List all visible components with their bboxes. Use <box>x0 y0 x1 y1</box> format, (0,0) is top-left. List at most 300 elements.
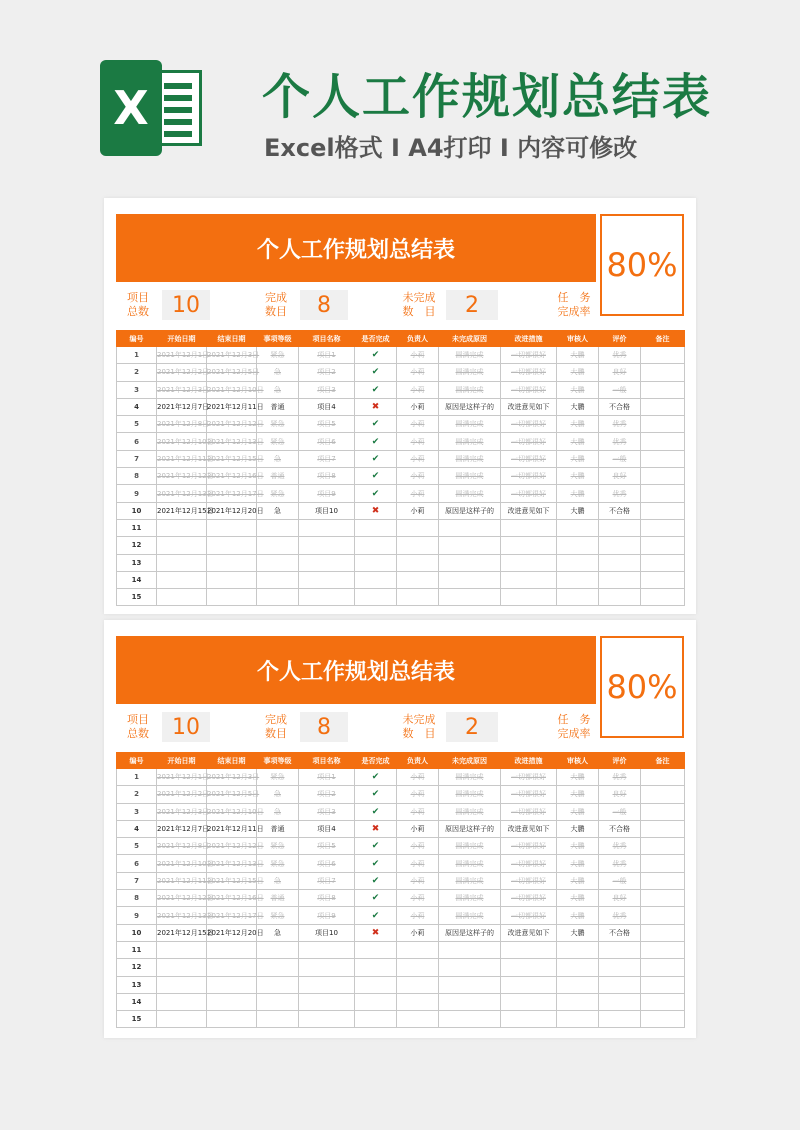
cell-eval <box>599 571 641 588</box>
column-header: 事项等级 <box>257 331 299 347</box>
cell-reason: 圆满完成 <box>439 838 501 855</box>
cell-note <box>641 924 685 941</box>
cell-done <box>355 1011 397 1028</box>
cell-reason: 原因是这样子的 <box>439 398 501 415</box>
cell-owner: 小莉 <box>397 398 439 415</box>
cell-auditor: 大鹏 <box>557 820 599 837</box>
cell-fix <box>501 993 557 1010</box>
cell-auditor <box>557 959 599 976</box>
done-label: 完成 数目 <box>254 290 298 320</box>
cell-no: 7 <box>117 450 157 467</box>
cell-no: 10 <box>117 502 157 519</box>
cell-level <box>257 537 299 554</box>
cell-level <box>257 571 299 588</box>
cell-status <box>355 364 397 381</box>
task-table <box>116 330 685 606</box>
stats-bar <box>116 710 596 744</box>
cell-note <box>641 450 685 467</box>
cell-note <box>641 554 685 571</box>
cell-owner: 小莉 <box>397 502 439 519</box>
column-header: 结束日期 <box>207 331 257 347</box>
column-header: 项目名称 <box>299 331 355 347</box>
cell-level: 紧急 <box>257 907 299 924</box>
cell-reason: 圆满完成 <box>439 855 501 872</box>
check-icon: ✔ <box>371 806 380 817</box>
check-icon: ✔ <box>371 875 380 886</box>
cell-done <box>355 537 397 554</box>
cell-note <box>641 872 685 889</box>
cell-name: 项目8 <box>299 468 355 485</box>
cell-end: 2021年12月17日 <box>207 485 257 502</box>
cell-level: 急 <box>257 803 299 820</box>
cell-owner <box>397 959 439 976</box>
cell-reason: 圆满完成 <box>439 416 501 433</box>
cell-fix: 改进意见如下 <box>501 924 557 941</box>
table-row <box>117 381 685 398</box>
cross-icon: ✖ <box>371 505 380 516</box>
cell-done <box>355 976 397 993</box>
completion-percent: 80% <box>600 636 684 738</box>
cell-owner: 小莉 <box>397 855 439 872</box>
cell-no: 6 <box>117 855 157 872</box>
cell-reason: 圆满完成 <box>439 364 501 381</box>
cell-end <box>207 959 257 976</box>
cell-owner: 小莉 <box>397 433 439 450</box>
cell-status <box>355 485 397 502</box>
cell-note <box>641 485 685 502</box>
cell-end: 2021年12月16日 <box>207 890 257 907</box>
cell-note <box>641 468 685 485</box>
table-header <box>117 331 685 347</box>
cell-end: 2021年12月5日 <box>207 364 257 381</box>
cell-name <box>299 959 355 976</box>
table-row <box>117 803 685 820</box>
table-row <box>117 347 685 364</box>
column-header: 开始日期 <box>157 331 207 347</box>
cell-owner <box>397 589 439 606</box>
cell-no: 12 <box>117 959 157 976</box>
table-row <box>117 364 685 381</box>
cell-status <box>355 820 397 837</box>
cell-note <box>641 381 685 398</box>
check-icon: ✔ <box>371 772 380 783</box>
cell-level <box>257 554 299 571</box>
table-row <box>117 872 685 889</box>
cell-auditor: 大鹏 <box>557 416 599 433</box>
cell-level <box>257 589 299 606</box>
cell-owner: 小莉 <box>397 907 439 924</box>
cell-owner: 小莉 <box>397 872 439 889</box>
cell-auditor: 大鹏 <box>557 890 599 907</box>
cell-fix <box>501 1011 557 1028</box>
cell-no: 9 <box>117 907 157 924</box>
cell-end: 2021年12月20日 <box>207 924 257 941</box>
cell-note <box>641 941 685 958</box>
cell-reason <box>439 571 501 588</box>
cell-owner <box>397 554 439 571</box>
cell-level: 紧急 <box>257 416 299 433</box>
cell-owner: 小莉 <box>397 820 439 837</box>
cell-level <box>257 941 299 958</box>
cell-no: 13 <box>117 976 157 993</box>
cell-owner: 小莉 <box>397 890 439 907</box>
cell-eval <box>599 519 641 536</box>
cell-start: 2021年12月8日 <box>157 416 207 433</box>
cell-no: 2 <box>117 364 157 381</box>
total-value: 10 <box>162 712 210 742</box>
cell-no: 13 <box>117 554 157 571</box>
table-row <box>117 855 685 872</box>
cell-end <box>207 589 257 606</box>
cell-fix: 一切都很好 <box>501 381 557 398</box>
cell-level: 急 <box>257 872 299 889</box>
cell-status <box>355 381 397 398</box>
cell-no: 1 <box>117 347 157 364</box>
check-icon: ✔ <box>371 350 380 361</box>
cell-end: 2021年12月11日 <box>207 398 257 415</box>
column-header: 审核人 <box>557 331 599 347</box>
excel-logo-letter: X <box>100 60 162 156</box>
cell-eval: 优秀 <box>599 433 641 450</box>
table-row <box>117 398 685 415</box>
cell-note <box>641 433 685 450</box>
cell-start: 2021年12月11日 <box>157 872 207 889</box>
cell-reason: 圆满完成 <box>439 786 501 803</box>
cell-name: 项目6 <box>299 855 355 872</box>
cell-end: 2021年12月12日 <box>207 838 257 855</box>
cell-no: 14 <box>117 993 157 1010</box>
cell-level: 急 <box>257 364 299 381</box>
cell-auditor: 大鹏 <box>557 855 599 872</box>
cell-reason: 圆满完成 <box>439 890 501 907</box>
cell-note <box>641 502 685 519</box>
cell-level: 普通 <box>257 398 299 415</box>
cell-start: 2021年12月15日 <box>157 502 207 519</box>
column-header: 审核人 <box>557 753 599 769</box>
cell-start: 2021年12月1日 <box>157 347 207 364</box>
done-value: 8 <box>300 290 348 320</box>
cell-start: 2021年12月3日 <box>157 803 207 820</box>
cell-auditor: 大鹏 <box>557 485 599 502</box>
cell-eval: 良好 <box>599 890 641 907</box>
rate-label: 任 务 完成率 <box>552 290 596 320</box>
cell-note <box>641 416 685 433</box>
cell-name <box>299 519 355 536</box>
cell-level: 紧急 <box>257 347 299 364</box>
cell-name <box>299 537 355 554</box>
cell-status <box>355 416 397 433</box>
cell-eval: 不合格 <box>599 820 641 837</box>
cell-note <box>641 803 685 820</box>
cell-start: 2021年12月2日 <box>157 786 207 803</box>
cell-eval: 一般 <box>599 872 641 889</box>
cell-end: 2021年12月20日 <box>207 502 257 519</box>
column-header: 备注 <box>641 331 685 347</box>
cell-reason: 圆满完成 <box>439 381 501 398</box>
cell-owner <box>397 571 439 588</box>
cell-end <box>207 571 257 588</box>
undone-label: 未完成 数 目 <box>392 290 446 320</box>
cell-fix <box>501 976 557 993</box>
cell-level: 紧急 <box>257 485 299 502</box>
cell-name <box>299 571 355 588</box>
cell-start: 2021年12月7日 <box>157 820 207 837</box>
cell-level: 急 <box>257 786 299 803</box>
cell-note <box>641 589 685 606</box>
cell-reason: 原因是这样子的 <box>439 502 501 519</box>
cell-auditor <box>557 941 599 958</box>
cell-status <box>355 803 397 820</box>
column-header: 负责人 <box>397 331 439 347</box>
cell-eval <box>599 976 641 993</box>
cell-no: 3 <box>117 803 157 820</box>
cell-level <box>257 1011 299 1028</box>
cell-eval: 不合格 <box>599 924 641 941</box>
cell-auditor: 大鹏 <box>557 433 599 450</box>
cell-fix <box>501 519 557 536</box>
rate-label: 任 务 完成率 <box>552 712 596 742</box>
cell-no: 14 <box>117 571 157 588</box>
cell-status <box>355 924 397 941</box>
cell-reason: 圆满完成 <box>439 468 501 485</box>
table-row <box>117 485 685 502</box>
cell-reason: 圆满完成 <box>439 907 501 924</box>
cell-note <box>641 347 685 364</box>
cell-status <box>355 433 397 450</box>
cell-owner <box>397 976 439 993</box>
cell-auditor: 大鹏 <box>557 347 599 364</box>
cell-fix: 一切都很好 <box>501 468 557 485</box>
undone-label: 未完成 数 目 <box>392 712 446 742</box>
check-icon: ✔ <box>371 471 380 482</box>
cell-note <box>641 993 685 1010</box>
cell-no: 1 <box>117 769 157 786</box>
cell-fix: 一切都很好 <box>501 890 557 907</box>
page-title: 个人工作规划总结表 <box>262 69 713 125</box>
cell-auditor <box>557 519 599 536</box>
cell-level: 紧急 <box>257 433 299 450</box>
cell-owner <box>397 993 439 1010</box>
table-row <box>117 416 685 433</box>
cell-level <box>257 519 299 536</box>
cell-name <box>299 1011 355 1028</box>
check-icon: ✔ <box>371 910 380 921</box>
cell-no: 12 <box>117 537 157 554</box>
cell-owner: 小莉 <box>397 416 439 433</box>
cell-owner: 小莉 <box>397 381 439 398</box>
cell-name <box>299 589 355 606</box>
cell-no: 11 <box>117 519 157 536</box>
cell-fix: 改进意见如下 <box>501 398 557 415</box>
table-row <box>117 820 685 837</box>
cell-fix: 一切都很好 <box>501 907 557 924</box>
table-row <box>117 890 685 907</box>
cell-auditor <box>557 976 599 993</box>
cell-start <box>157 959 207 976</box>
cell-auditor: 大鹏 <box>557 872 599 889</box>
cell-auditor: 大鹏 <box>557 924 599 941</box>
cell-eval: 良好 <box>599 786 641 803</box>
cell-reason: 圆满完成 <box>439 872 501 889</box>
cell-eval: 优秀 <box>599 485 641 502</box>
cell-note <box>641 571 685 588</box>
done-label: 完成 数目 <box>254 712 298 742</box>
cell-start <box>157 589 207 606</box>
cell-auditor: 大鹏 <box>557 364 599 381</box>
cell-reason <box>439 941 501 958</box>
cell-note <box>641 890 685 907</box>
cell-no: 15 <box>117 1011 157 1028</box>
cell-end <box>207 993 257 1010</box>
cell-end: 2021年12月15日 <box>207 450 257 467</box>
cell-note <box>641 398 685 415</box>
cell-fix <box>501 941 557 958</box>
page-header <box>0 0 800 190</box>
table-row <box>117 502 685 519</box>
cell-eval <box>599 941 641 958</box>
cell-level <box>257 993 299 1010</box>
undone-value: 2 <box>446 290 498 320</box>
cell-done <box>355 589 397 606</box>
cell-auditor <box>557 537 599 554</box>
cell-level: 急 <box>257 924 299 941</box>
check-icon: ✔ <box>371 841 380 852</box>
cell-name <box>299 941 355 958</box>
cell-start: 2021年12月10日 <box>157 855 207 872</box>
cell-reason: 圆满完成 <box>439 450 501 467</box>
undone-value: 2 <box>446 712 498 742</box>
cell-start: 2021年12月1日 <box>157 769 207 786</box>
cell-level: 紧急 <box>257 769 299 786</box>
cell-fix: 改进意见如下 <box>501 502 557 519</box>
cell-eval: 一般 <box>599 803 641 820</box>
cell-no: 3 <box>117 381 157 398</box>
cell-owner: 小莉 <box>397 347 439 364</box>
cell-fix <box>501 537 557 554</box>
cell-eval: 优秀 <box>599 769 641 786</box>
check-icon: ✔ <box>371 488 380 499</box>
cell-no: 7 <box>117 872 157 889</box>
cell-reason <box>439 537 501 554</box>
stats-bar <box>116 288 596 322</box>
cell-fix <box>501 959 557 976</box>
cell-status <box>355 907 397 924</box>
cell-eval <box>599 589 641 606</box>
cell-name: 项目9 <box>299 485 355 502</box>
column-header: 项目名称 <box>299 753 355 769</box>
cell-level <box>257 959 299 976</box>
cell-end <box>207 941 257 958</box>
check-icon: ✔ <box>371 419 380 430</box>
cell-name: 项目6 <box>299 433 355 450</box>
cell-eval: 良好 <box>599 468 641 485</box>
cell-eval: 优秀 <box>599 855 641 872</box>
cell-end <box>207 537 257 554</box>
cell-no: 8 <box>117 468 157 485</box>
cell-name: 项目4 <box>299 820 355 837</box>
cell-owner: 小莉 <box>397 786 439 803</box>
cell-owner: 小莉 <box>397 485 439 502</box>
cell-status <box>355 502 397 519</box>
cell-start: 2021年12月7日 <box>157 398 207 415</box>
cell-end <box>207 519 257 536</box>
cell-owner <box>397 519 439 536</box>
cell-fix: 一切都很好 <box>501 855 557 872</box>
cell-reason <box>439 993 501 1010</box>
cell-name: 项目9 <box>299 907 355 924</box>
cell-level: 紧急 <box>257 855 299 872</box>
cell-name: 项目10 <box>299 502 355 519</box>
cell-auditor <box>557 589 599 606</box>
sheet-title: 个人工作规划总结表 <box>116 214 596 282</box>
cell-end: 2021年12月17日 <box>207 907 257 924</box>
cell-status <box>355 468 397 485</box>
cell-done <box>355 959 397 976</box>
cell-no: 2 <box>117 786 157 803</box>
cell-fix: 一切都很好 <box>501 433 557 450</box>
column-header: 评价 <box>599 753 641 769</box>
done-value: 8 <box>300 712 348 742</box>
cell-auditor: 大鹏 <box>557 838 599 855</box>
table-row <box>117 907 685 924</box>
task-table <box>116 752 685 1028</box>
cell-eval: 良好 <box>599 364 641 381</box>
column-header: 事项等级 <box>257 753 299 769</box>
check-icon: ✔ <box>371 384 380 395</box>
cell-start <box>157 976 207 993</box>
cell-name: 项目5 <box>299 838 355 855</box>
cell-level: 普通 <box>257 890 299 907</box>
cell-name: 项目3 <box>299 803 355 820</box>
cell-auditor <box>557 993 599 1010</box>
cell-level: 急 <box>257 450 299 467</box>
cell-level: 普通 <box>257 820 299 837</box>
cell-fix: 一切都很好 <box>501 485 557 502</box>
cell-name: 项目7 <box>299 450 355 467</box>
cell-level: 紧急 <box>257 838 299 855</box>
cell-eval: 一般 <box>599 450 641 467</box>
cell-status <box>355 786 397 803</box>
column-header: 评价 <box>599 331 641 347</box>
cell-fix <box>501 589 557 606</box>
column-header: 是否完成 <box>355 331 397 347</box>
cross-icon: ✖ <box>371 402 380 413</box>
table-row <box>117 589 685 606</box>
cell-note <box>641 907 685 924</box>
column-header: 开始日期 <box>157 753 207 769</box>
cell-no: 4 <box>117 398 157 415</box>
cell-end: 2021年12月10日 <box>207 803 257 820</box>
cell-fix: 一切都很好 <box>501 872 557 889</box>
cell-start <box>157 941 207 958</box>
cell-note <box>641 769 685 786</box>
total-label: 项目 总数 <box>116 712 160 742</box>
cell-start: 2021年12月11日 <box>157 450 207 467</box>
cell-reason <box>439 554 501 571</box>
cell-note <box>641 959 685 976</box>
cell-eval: 不合格 <box>599 398 641 415</box>
cell-end: 2021年12月5日 <box>207 786 257 803</box>
cell-start: 2021年12月8日 <box>157 838 207 855</box>
table-row <box>117 838 685 855</box>
cell-reason <box>439 1011 501 1028</box>
cell-start <box>157 993 207 1010</box>
cell-status <box>355 855 397 872</box>
cell-end: 2021年12月15日 <box>207 872 257 889</box>
column-header: 未完成原因 <box>439 331 501 347</box>
cell-reason: 圆满完成 <box>439 803 501 820</box>
cell-name: 项目2 <box>299 786 355 803</box>
